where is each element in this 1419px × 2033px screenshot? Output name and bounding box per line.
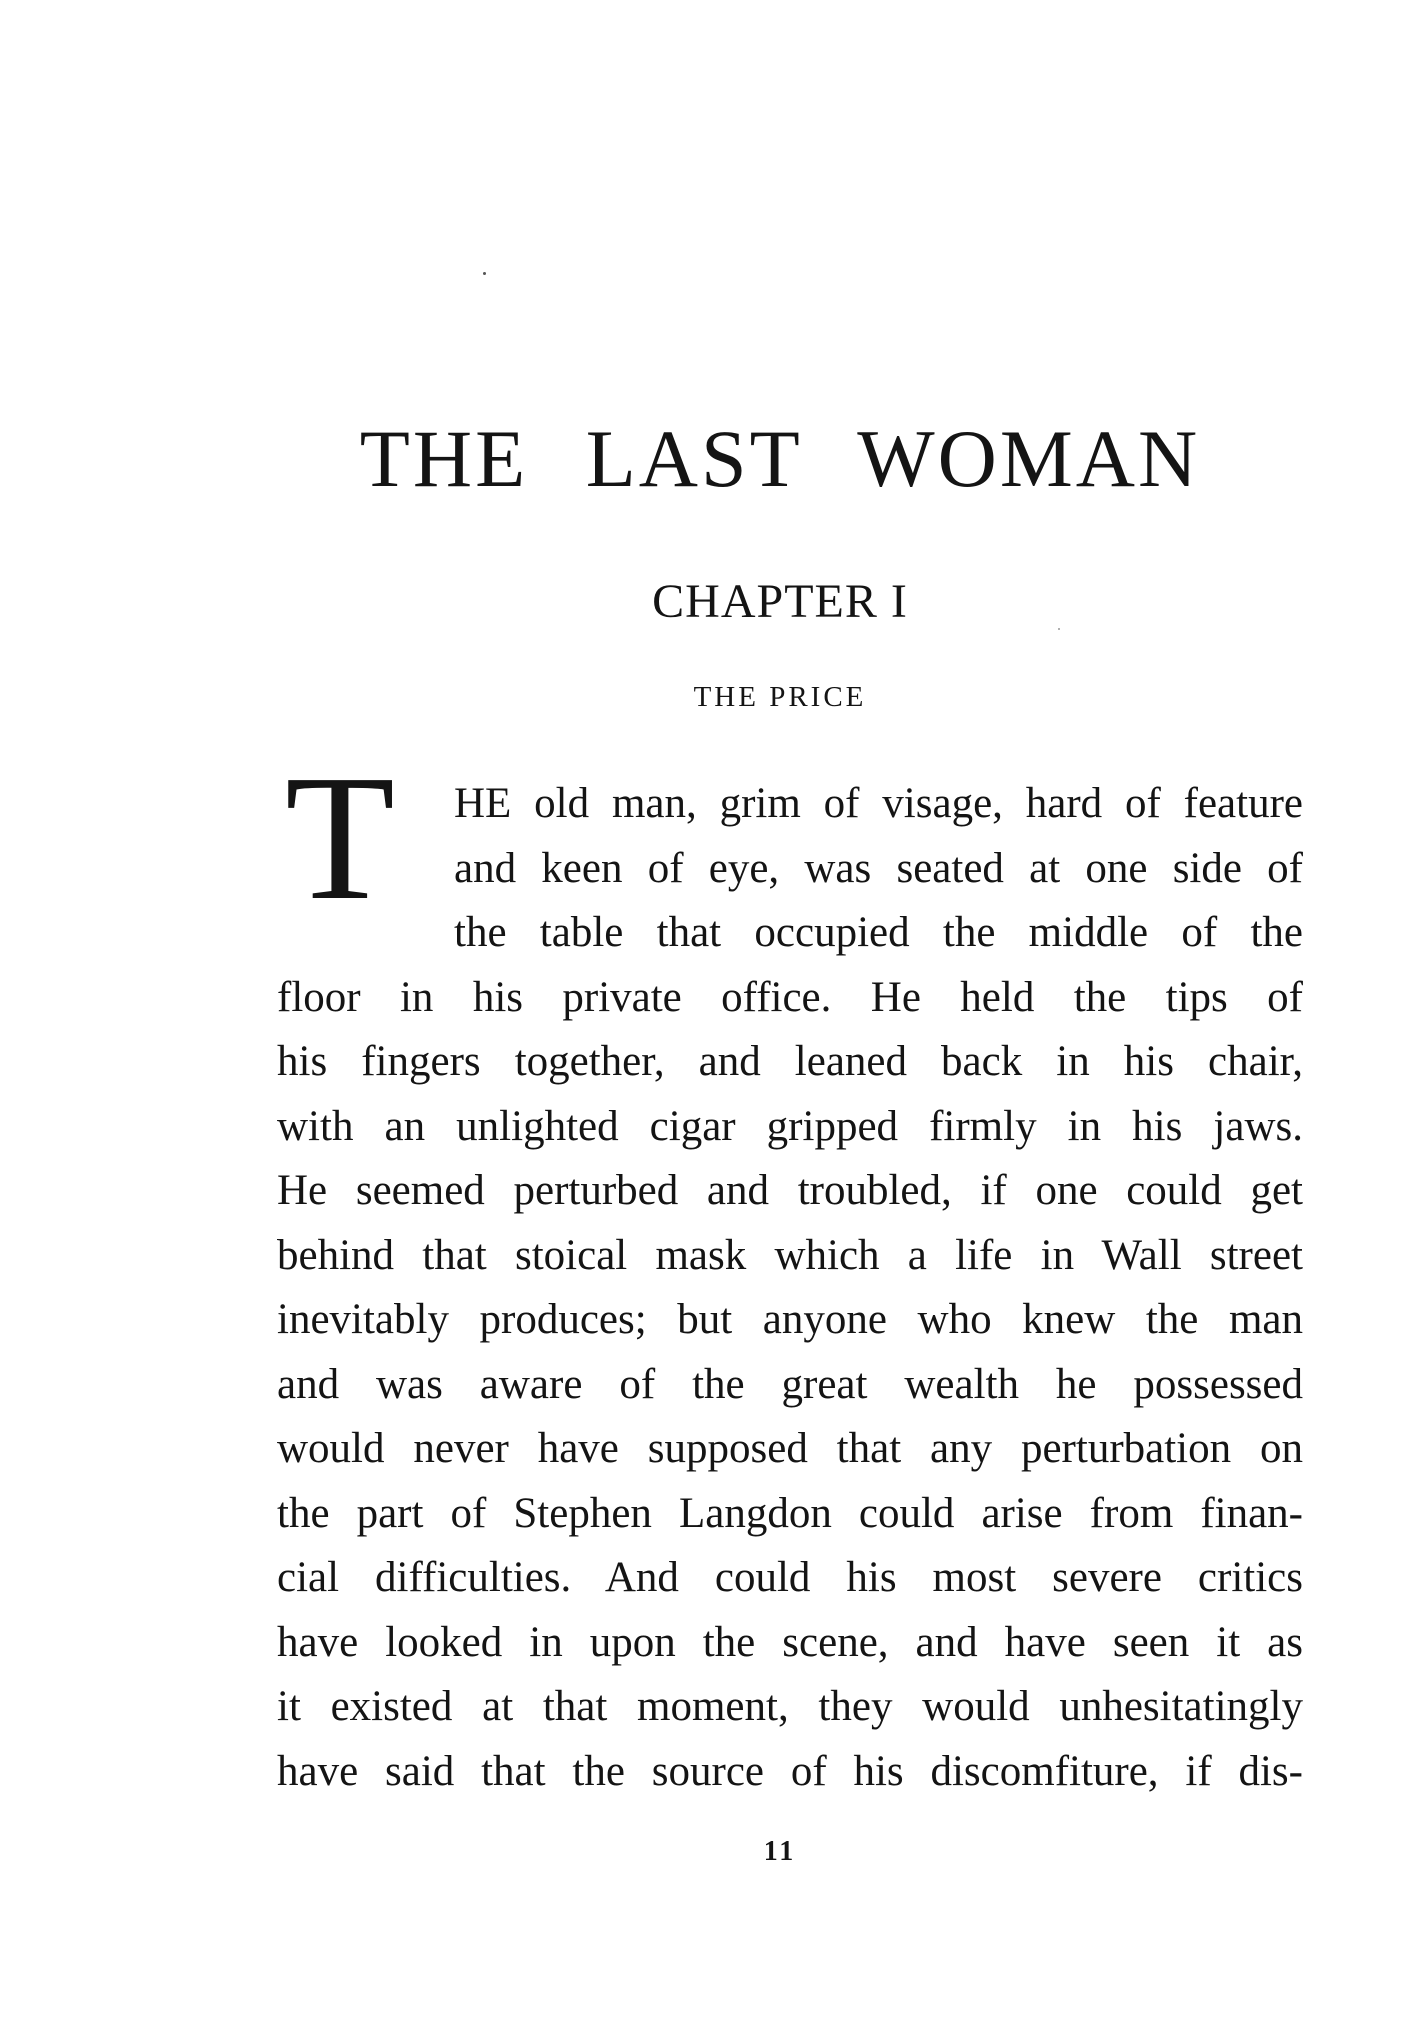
text-line: inevitably produces; but anyone who knew the man — [277, 1296, 1303, 1343]
text-line: the table that occupied the middle of the — [454, 909, 1303, 956]
text-line: behind that stoical mask which a life in Wall street — [277, 1231, 1303, 1279]
text-line: He seemed perturbed and troubled, if one could get — [277, 1167, 1303, 1214]
text-line: have looked in upon the scene, and have seen it as — [277, 1618, 1303, 1666]
paper-speck — [483, 272, 486, 275]
text-line: and was aware of the great wealth he possessed — [277, 1360, 1303, 1408]
page-number: 11 — [763, 1836, 797, 1867]
text-line: would never have supposed that any perturbation on — [277, 1425, 1303, 1472]
drop-cap-glyph — [276, 770, 416, 910]
text-line: have said that the source of his discomfiture, if dis- — [277, 1747, 1303, 1795]
chapter-heading: CHAPTER I — [652, 575, 908, 628]
drop-cap-initial — [276, 770, 416, 910]
paper-speck — [1058, 628, 1060, 630]
chapter-subtitle: THE PRICE — [693, 681, 867, 713]
text-line: cial difficulties. And could his most severe critics — [277, 1554, 1303, 1601]
text-line: his fingers together, and leaned back in his chair, — [277, 1038, 1303, 1085]
book-title: THE LAST WOMAN — [359, 413, 1201, 504]
text-line: it existed at that moment, they would unhesitatingly — [277, 1683, 1303, 1730]
text-line: floor in his private office. He held the tips of — [277, 973, 1303, 1021]
text-line: the part of Stephen Langdon could arise from finan- — [277, 1489, 1303, 1537]
text-line: with an unlighted cigar gripped firmly in his jaws. — [277, 1102, 1303, 1150]
text-line: HE old man, grim of visage, hard of feature — [454, 780, 1303, 827]
text-line: and keen of eye, was seated at one side of — [454, 844, 1303, 892]
svg-text:T: T — [285, 770, 395, 910]
